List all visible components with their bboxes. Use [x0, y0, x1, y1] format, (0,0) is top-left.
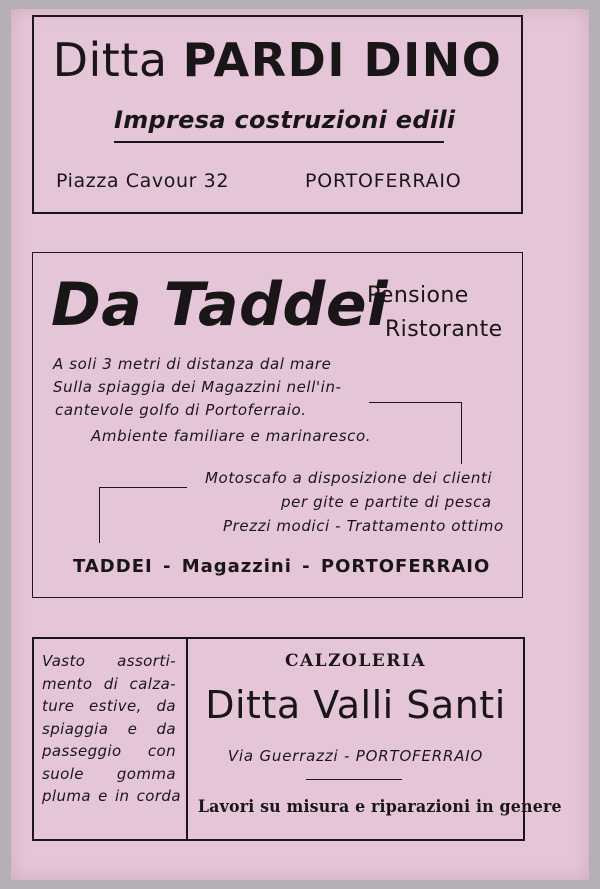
ad-taddei-service-line: Motoscafo a disposizione dei clienti: [205, 469, 493, 487]
ad-pardi-title: [34, 33, 521, 87]
ad-taddei-bracket-left: [99, 487, 187, 488]
ad-taddei-bracket-left-vertical: [99, 487, 100, 543]
ad-pardi-rule: [114, 141, 444, 143]
ad-valli-side-line: pluma e in corda: [42, 787, 181, 805]
ad-pardi-dino: [32, 15, 523, 214]
ad-valli-side-line: passeggio con: [42, 742, 176, 760]
ad-valli-slogan: Lavori su misura e riparazioni in genere: [197, 797, 562, 817]
ad-valli-side-line: ture estive, da: [42, 697, 176, 715]
ad-pardi-title-prefix: Ditta: [52, 33, 168, 87]
ad-taddei-description-line: A soli 3 metri di distanza dal mare: [53, 355, 332, 373]
ad-pardi-title-name: PARDI DINO: [182, 33, 503, 87]
ad-taddei-description-line: Sulla spiaggia dei Magazzini nell'in-: [53, 378, 342, 396]
ad-valli-address: Via Guerrazzi - PORTOFERRAIO: [227, 747, 484, 765]
ad-taddei-type-ristorante: Ristorante: [385, 317, 503, 342]
ad-valli-firm-name: Ditta Valli Santi: [205, 683, 506, 727]
ad-pardi-address: Piazza Cavour 32: [56, 170, 230, 192]
ad-taddei-type-pensione: Pensione: [367, 283, 469, 308]
ad-pardi-city: PORTOFERRAIO: [305, 170, 462, 192]
ad-valli-side-line: suole gomma: [42, 764, 176, 783]
ad-taddei-description-line: cantevole golfo di Portoferraio.: [55, 401, 307, 419]
ad-valli-rule: [306, 779, 402, 780]
ad-valli-side-text: [42, 650, 181, 808]
ad-da-taddei: [32, 252, 523, 598]
ad-valli-santi: [32, 637, 562, 841]
ad-taddei-service-line: Prezzi modici - Trattamento ottimo: [223, 517, 504, 535]
ad-valli-label: CALZOLERIA: [284, 651, 427, 671]
ad-pardi-tagline: Impresa costruzioni edili: [114, 106, 456, 134]
page-sheet: [11, 9, 589, 880]
ad-taddei-bracket-right-vertical: [461, 402, 462, 464]
ad-valli-side-line: spiaggia e da: [42, 719, 176, 738]
ad-taddei-description-line: Ambiente familiare e marinaresco.: [91, 427, 372, 445]
ad-taddei-bracket-right: [369, 402, 461, 403]
ad-taddei-name: Da Taddei: [51, 270, 389, 340]
ad-valli-side-line: Vasto assorti-: [42, 652, 176, 670]
ad-taddei-footer: TADDEI - Magazzini - PORTOFERRAIO: [73, 556, 491, 577]
ad-valli-side-line: mento di calza-: [42, 674, 176, 693]
ad-taddei-service-line: per gite e partite di pesca: [281, 493, 492, 511]
